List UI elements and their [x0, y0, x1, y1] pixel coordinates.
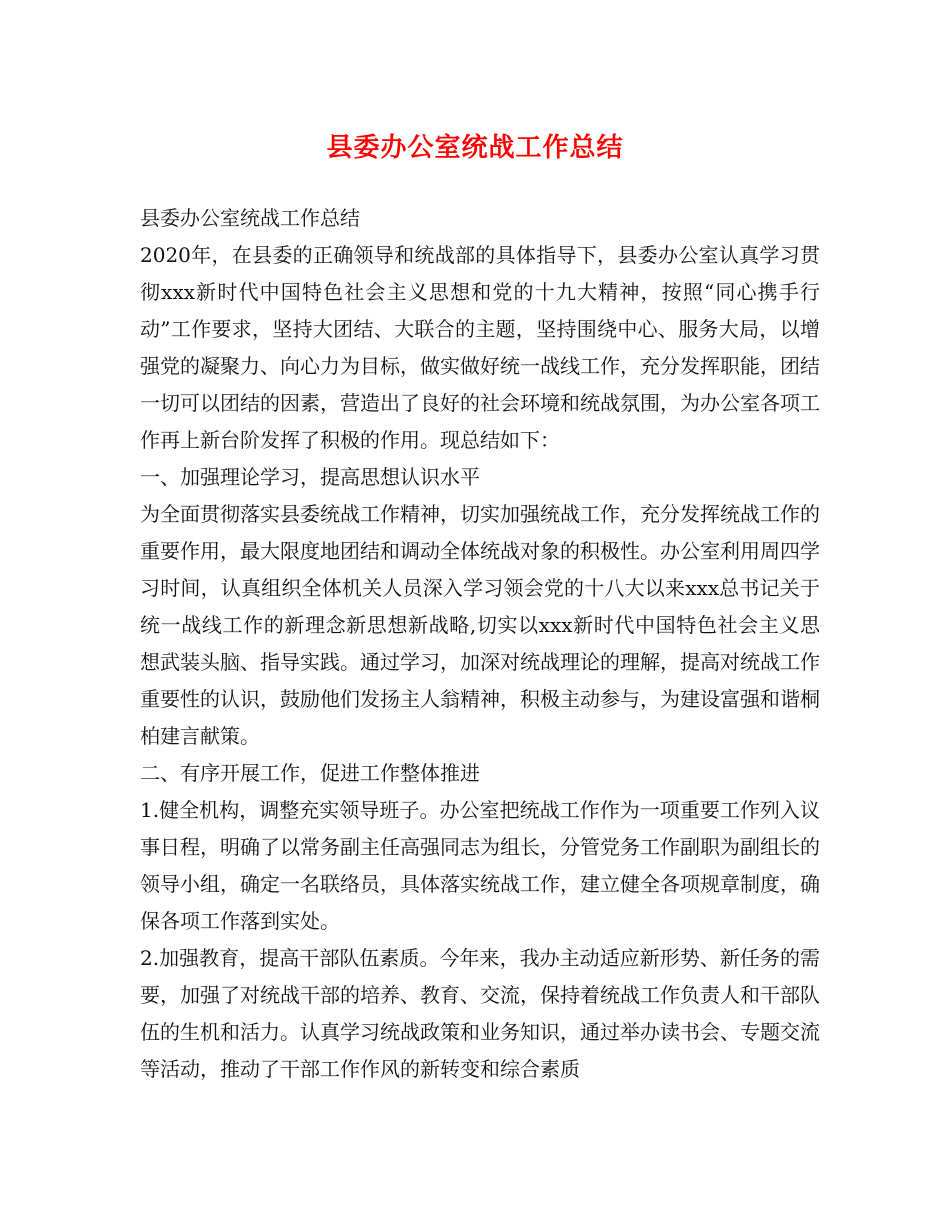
subtitle-paragraph: 县委办公室统战工作总结 — [140, 206, 360, 230]
section-1-paragraph: 为全面贯彻落实县委统战工作精神，切实加强统战工作，充分发挥统战工作的重要作用，最大限度地团结和调动全体统战对象的积极性。办公室利用周四学习时间，认真组织全体机关人员深入学习领会党的十八大以来xxx总书记关于统一战线工作的新理念新思想新战略,切实以xxx新时代中国特色社会主义思想武装头脑、指导实践。通过学习，加深对统战理论的理解，提高对统战工作重要性的认识，鼓励他们发扬主人翁精神，积极主动参与，为建设富强和谐桐柏建言献策。 — [140, 502, 820, 748]
document-body — [140, 200, 820, 1088]
section-heading-1: 一、加强理论学习，提高思想认识水平 — [140, 465, 480, 489]
item-1-paragraph: 1.健全机构，调整充实领导班子。办公室把统战工作作为一项重要工作列入议事日程，明确了以常务副主任高强同志为组长，分管党务工作副职为副组长的领导小组，确定一名联络员，具体落实统战工作，建立健全各项规章制度，确保各项工作落到实处。 — [140, 798, 820, 933]
item-2-paragraph: 2.加强教育，提高干部队伍素质。今年来，我办主动适应新形势、新任务的需要，加强了对统战干部的培养、教育、交流，保持着统战工作负责人和干部队伍的生机和活力。认真学习统战政策和业务知识，通过举办读书会、专题交流等活动，推动了干部工作作风的新转变和综合素质 — [140, 946, 820, 1081]
section-heading-2: 二、有序开展工作，促进工作整体推进 — [140, 761, 480, 785]
document-title: 县委办公室统战工作总结 — [326, 133, 624, 163]
intro-paragraph: 2020年，在县委的正确领导和统战部的具体指导下，县委办公室认真学习贯彻xxx新时代中国特色社会主义思想和党的十九大精神，按照“同心携手行动”工作要求，坚持大团结、大联合的主题，坚持围绕中心、服务大局，以增强党的凝聚力、向心力为目标，做实做好统一战线工作，充分发挥职能，团结一切可以团结的因素，营造出了良好的社会环境和统战氛围，为办公室各项工作再上新台阶发挥了积极的作用。现总结如下： — [140, 243, 820, 452]
